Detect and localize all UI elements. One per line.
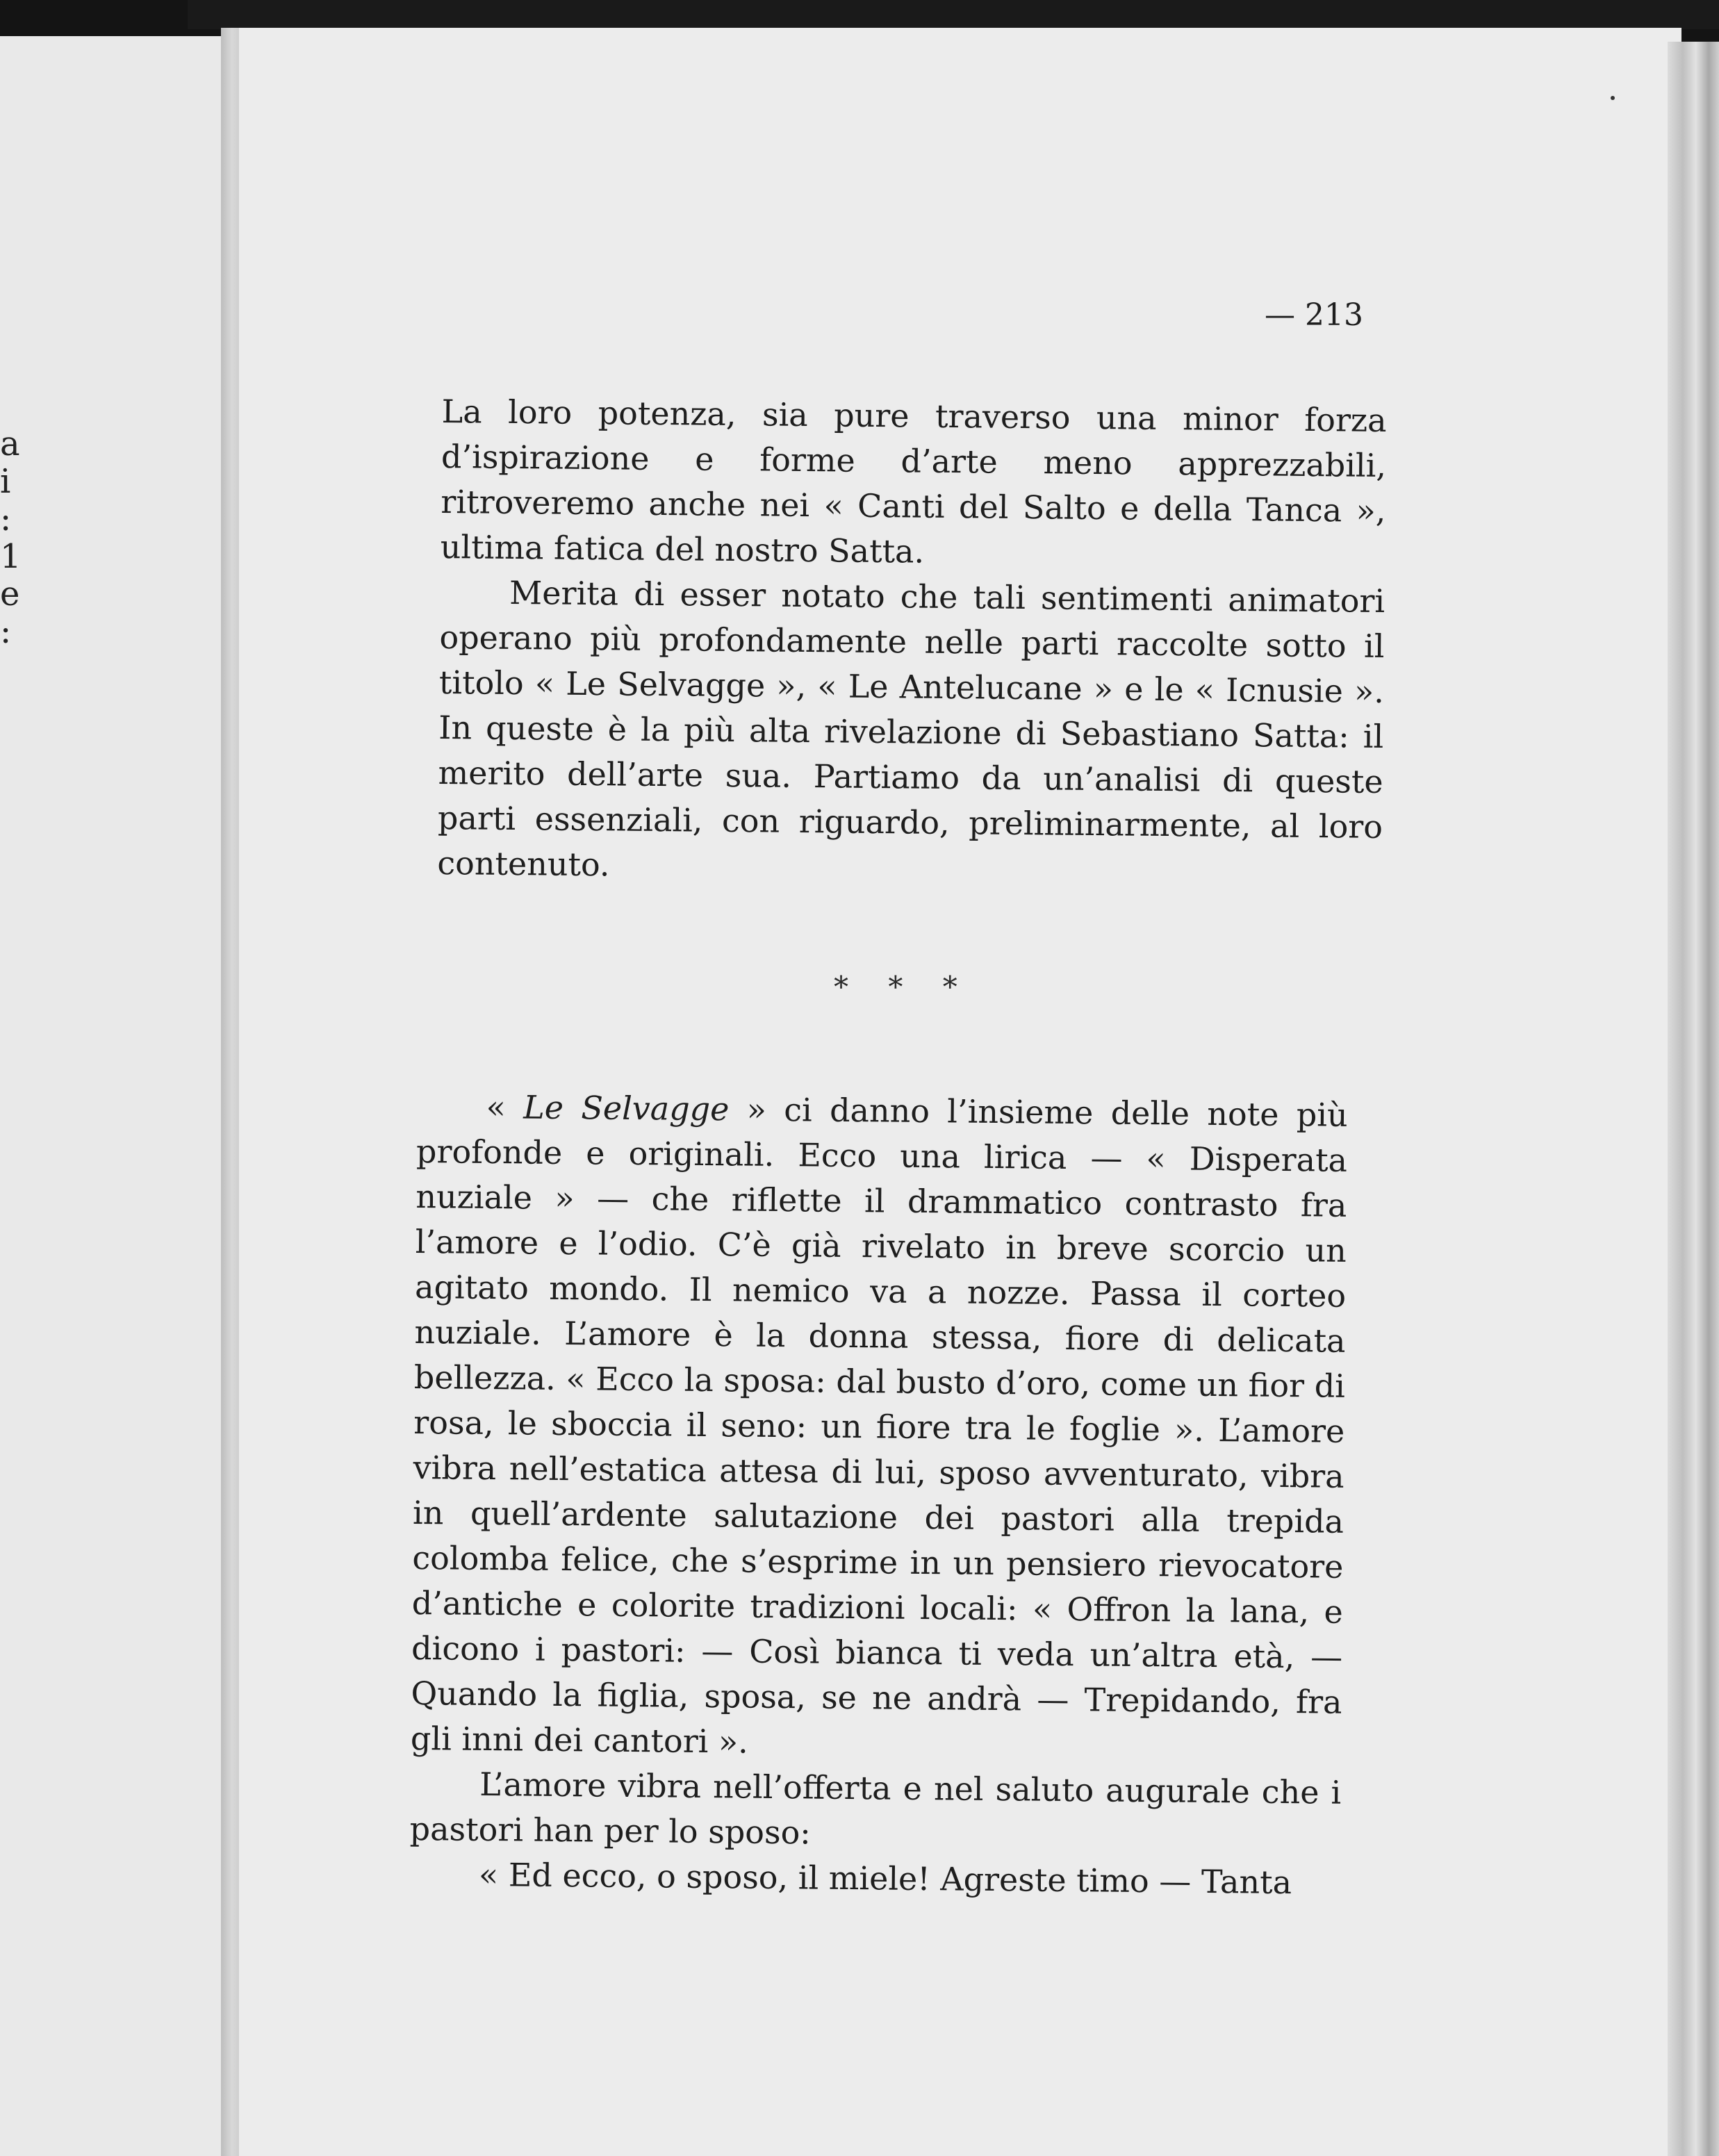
paragraph-text: » ci danno l’insieme delle note più profonde e originali. Ecco una lirica — « Disperata nuziale » — che riflette il drammatico contrasto fra l’amore e l’odio. C’è già rivelato in breve scorcio un agitato mondo. Il nemico va a nozze. Passa il corteo nuziale. L’amore è la donna stessa, fiore di delicata bellezza. « Ecco la sposa: dal busto d’oro, come un fior di rosa, le sboccia il seno: un fiore tra le foglie ». L’amore vibra nell’estatica attesa di lui, sposo avventurato, vibra in quell’ardente salutazione dei pastori alla trepida colomba felice, che s’esprime in un pensiero rievocatore d’antiche e colorite tradizioni locali: « Offron la lana, e dicono i pastori: — Così bianca ti veda un’altra età, — Quando la figlia, sposa, se ne andrà — Trepidando, fra gli inni dei cantori ».	[410, 1090, 1348, 1761]
previous-page-edge	[0, 36, 231, 2156]
paragraph: La loro potenza, sia pure traverso una minor forza d’ispirazione e forme d’arte meno apprezzabili, ritroveremo anche nei « Canti del Salto e della Tanca », ultima fatica del nostro Satta.	[440, 392, 1387, 570]
previous-page-text-fragments: a i : 1 e :	[0, 425, 22, 651]
section-separator: * * *	[834, 970, 973, 1004]
page-stack-edge	[1668, 42, 1719, 2156]
italic-title: Le Selvagge	[523, 1088, 730, 1128]
page-number: — 213	[1265, 297, 1363, 333]
section-text-block	[409, 1084, 1348, 1906]
ink-speck	[1611, 96, 1615, 100]
paragraph: Merita di esser notato che tali sentimenti animatori operano più profondamente nelle parti raccolte sotto il titolo « Le Selvagge », « Le Antelucane » e le « Icnusie ». In queste è la più alta rivelazione di Sebastiano Satta: il merito dell’arte sua. Partiamo da un’analisi di queste parti essenziali, con riguardo, preliminarmente, al loro contenuto.	[437, 573, 1385, 884]
book-gutter	[221, 28, 239, 2156]
paragraph: L’amore vibra nell’offerta e nel saluto augurale che i pastori han per lo sposo:	[409, 1765, 1342, 1852]
paragraph	[411, 1084, 1348, 1770]
paragraph: « Ed ecco, o sposo, il miele! Agreste timo — Tanta	[478, 1855, 1292, 1902]
quote-open: «	[486, 1087, 524, 1126]
top-shadow	[188, 0, 1719, 29]
top-text-block	[437, 389, 1387, 895]
